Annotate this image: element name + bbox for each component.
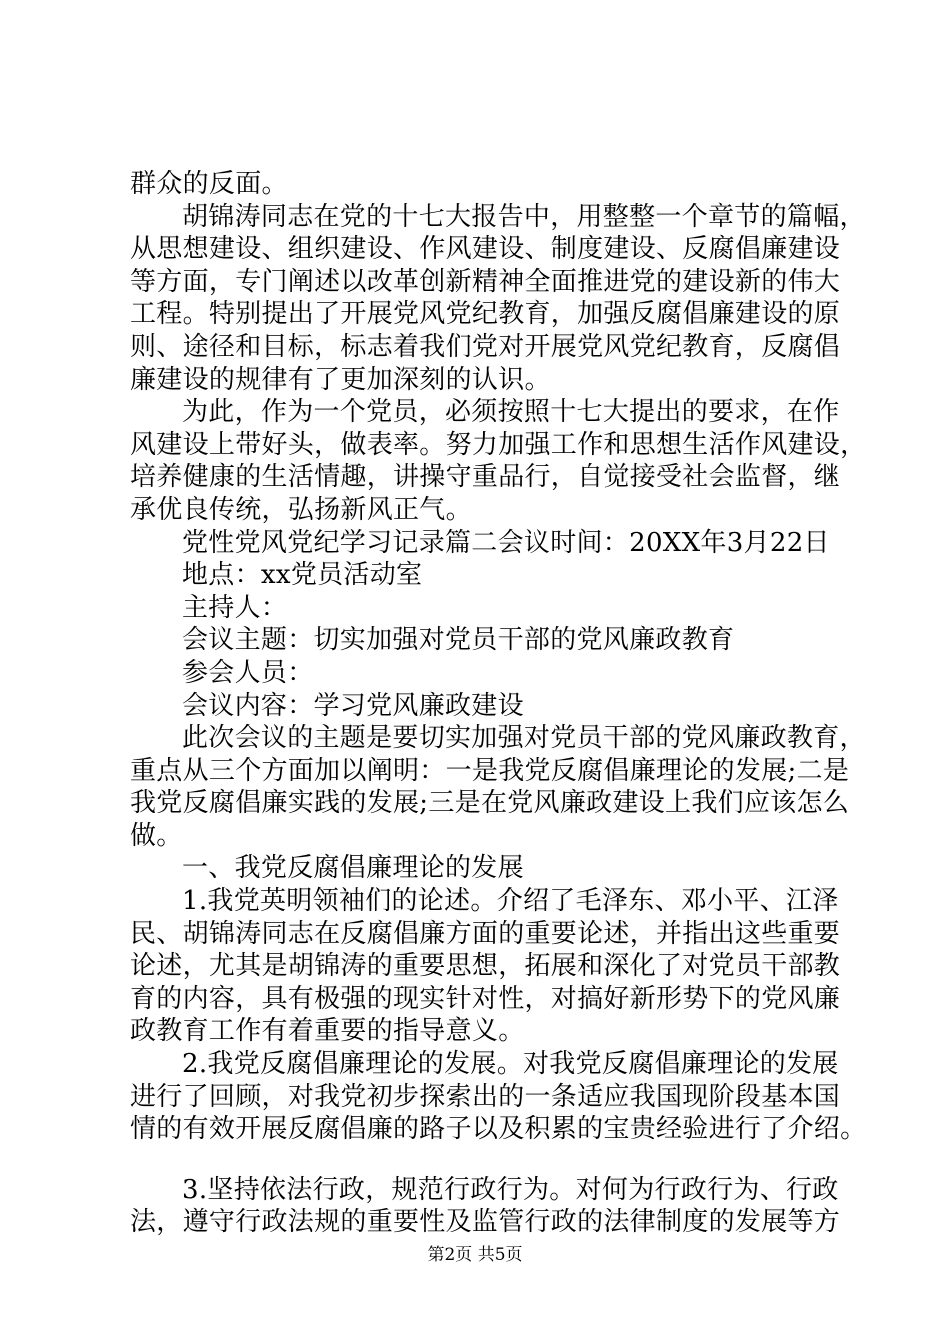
meeting-location: 地点：xx党员活动室 <box>182 560 423 591</box>
text-line: 群众的反面。 <box>130 169 288 199</box>
text-line: 风建设上带好头，做表率。努力加强工作和思想生活作风建设， <box>130 429 867 460</box>
text-line: 重点从三个方面加以阐明：一是我党反腐倡廉理论的发展;二是 <box>130 755 850 786</box>
text-line: 法，遵守行政法规的重要性及监管行政的法律制度的发展等方 <box>130 1207 841 1238</box>
section-heading: 党性党风党纪学习记录篇二会议时间：20XX年3月22日 <box>182 527 830 558</box>
meeting-content: 会议内容：学习党风廉政建设 <box>182 690 524 721</box>
paragraph-start: 胡锦涛同志在党的十七大报告中，用整整一个章节的篇幅， <box>182 201 866 232</box>
text-line: 政教育工作有着重要的指导意义。 <box>130 1016 525 1047</box>
text-line: 民、胡锦涛同志在反腐倡廉方面的重要论述，并指出这些重要 <box>130 918 841 949</box>
meeting-attendees: 参会人员： <box>182 657 314 688</box>
text-line: 培养健康的生活情趣，讲操守重品行，自觉接受社会监督，继 <box>130 462 841 493</box>
text-line: 育的内容，具有极强的现实针对性，对搞好新形势下的党风廉 <box>130 983 841 1014</box>
document-body <box>130 168 867 1239</box>
text-line: 做。 <box>130 820 183 851</box>
paragraph-start: 1.我党英明领袖们的论述。介绍了毛泽东、邓小平、江泽 <box>182 886 839 917</box>
blank-gap <box>130 1146 830 1174</box>
meeting-host: 主持人： <box>182 592 288 623</box>
text-line: 承优良传统，弘扬新风正气。 <box>130 494 472 525</box>
paragraph-start: 2.我党反腐倡廉理论的发展。对我党反腐倡廉理论的发展 <box>182 1049 839 1080</box>
text-line: 进行了回顾，对我党初步探索出的一条适应我国现阶段基本国 <box>130 1081 841 1112</box>
text-line: 情的有效开展反腐倡廉的路子以及积累的宝贵经验进行了介绍。 <box>130 1114 867 1145</box>
page-footer: 第2页 共5页 <box>427 1245 523 1265</box>
paragraph-start: 为此，作为一个党员，必须按照十七大提出的要求，在作 <box>182 397 840 428</box>
text-line: 从思想建设、组织建设、作风建设、制度建设、反腐倡廉建设 <box>130 234 841 265</box>
text-line: 工程。特别提出了开展党风党纪教育，加强反腐倡廉建设的原 <box>130 299 841 330</box>
text-line: 廉建设的规律有了更加深刻的认识。 <box>130 364 551 395</box>
text-line: 论述，尤其是胡锦涛的重要思想，拓展和深化了对党员干部教 <box>130 951 841 982</box>
meeting-topic: 会议主题：切实加强对党员干部的党风廉政教育 <box>182 625 735 656</box>
text-line: 等方面，专门阐述以改革创新精神全面推进党的建设新的伟大 <box>130 266 841 297</box>
paragraph-start: 3.坚持依法行政，规范行政行为。对何为行政行为、行政 <box>182 1174 839 1205</box>
paragraph-start: 此次会议的主题是要切实加强对党员干部的党风廉政教育， <box>182 723 866 754</box>
subsection-heading: 一、我党反腐倡廉理论的发展 <box>182 853 524 884</box>
text-line: 则、途径和目标，标志着我们党对开展党风党纪教育，反腐倡 <box>130 331 841 362</box>
text-line: 我党反腐倡廉实践的发展;三是在党风廉政建设上我们应该怎么 <box>130 788 850 819</box>
